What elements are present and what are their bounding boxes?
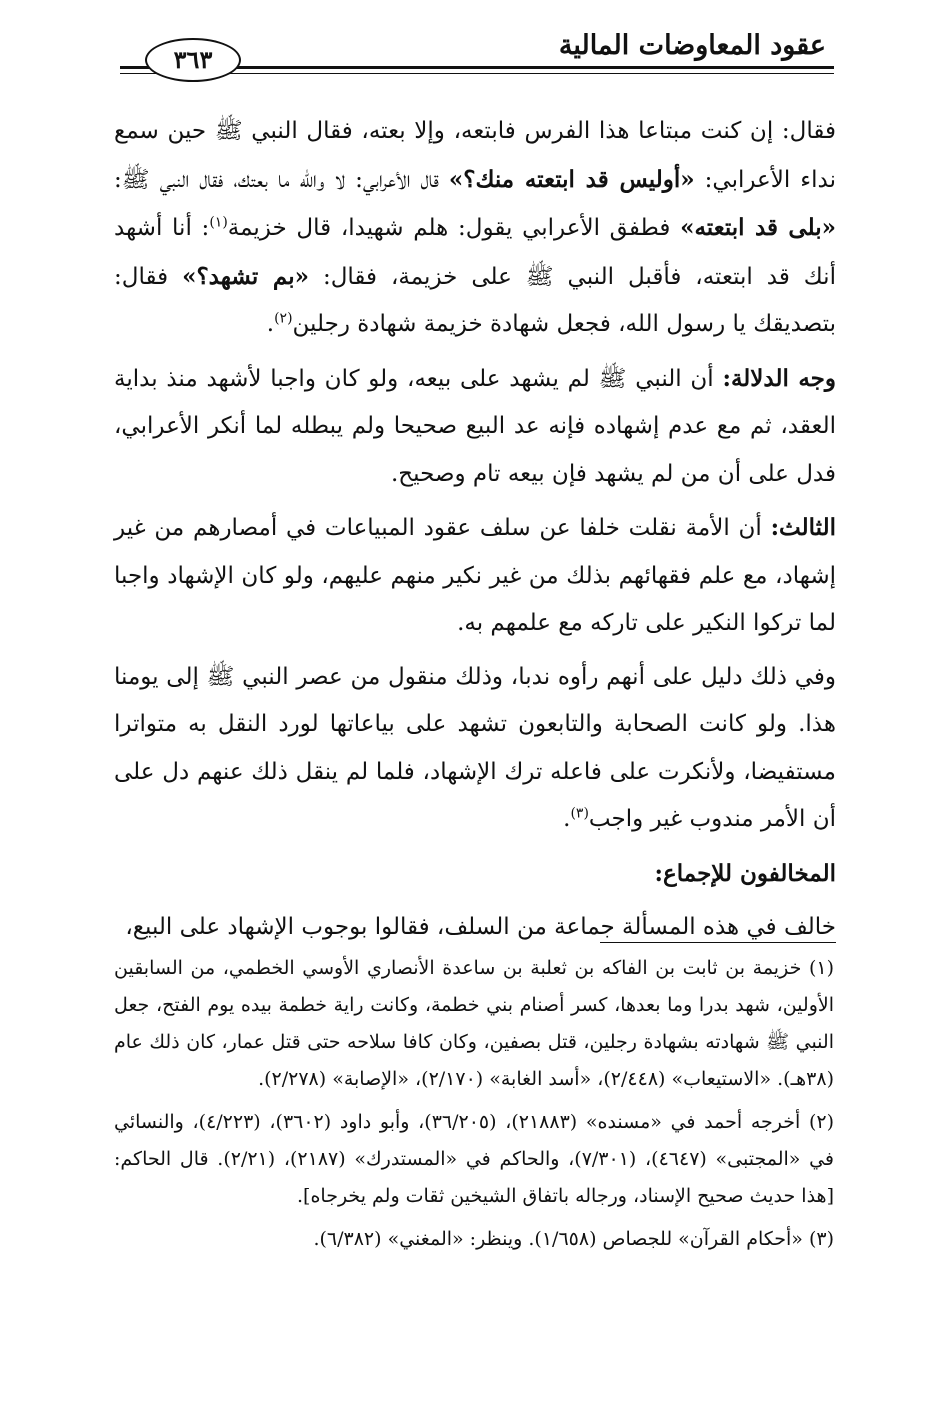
text-run: : أنا أشهد أنك قد ابتعته، فأقبل النبي ﷺ على خزيمة، فقال: (114, 215, 836, 290)
paragraph-consensus (114, 654, 836, 844)
main-text (114, 108, 836, 952)
text-run: فقال: إن كنت مبتاعا هذا الفرس فابتعه، وإلا بعته، فقال النبي ﷺ حين سمع نداء الأعرابي: (114, 118, 836, 193)
footnote-rule (600, 942, 836, 943)
footnote-ref-2[interactable]: (٢) (274, 310, 293, 327)
text-run: فطفق الأعرابي يقول: هلم شهيدا، قال خزيمة (227, 215, 681, 241)
text-run: أن الأمة نقلت خلفا عن سلف عقود المبياعات في أمصارهم من غير إشهاد، مع علم فقهائهم بذلك من غير نكير منهم عليهم، ولو كان الإشهاد واجبا لما تركوا النكير على تاركه مع علمهم به. (114, 515, 836, 636)
text-run: . (266, 311, 275, 337)
bold-quote: «أوليس قد ابتعته منك؟» (448, 165, 695, 193)
paragraph-label: الثالث: (770, 514, 836, 541)
heading-text: المخالفون للإجماع: (654, 859, 836, 887)
paragraph-hadith (114, 108, 836, 349)
paragraph-third (114, 504, 836, 648)
text-run: فقال: بتصديقك يا رسول الله، فجعل شهادة خزيمة شهادة رجلين (114, 263, 836, 337)
page-number: ٣٦٣ (145, 38, 241, 82)
section-heading (114, 850, 836, 899)
footnote-ref-1[interactable]: (١) (209, 214, 228, 231)
text-run: قال الأعرابي: لا والله ما بعتك، فقال النبي ﷺ: (114, 166, 449, 193)
footnote-1: (١) خزيمة بن ثابت بن الفاكه بن ثعلبة بن ساعدة الأنصاري الأوسي الخطمي، من السابقين الأولين، شهد بدرا وما بعدها، كسر أصنام بني خطمة، وكانت راية خطمة بيده يوم الفتح، جعل النبي ﷺ شهادته بشهادة رجلين، قتل بصفين، وكان كافا سلاحه حتى قتل عمار، كان ذلك عام (٣٨هـ). «الاستيعاب» (٢/٤٤٨)، «أسد الغابة» (٢/١٧٠)، «الإصابة» (٢/٢٧٨). (114, 957, 834, 1090)
paragraph-label: وجه الدلالة: (722, 364, 836, 392)
paragraph-evidence (114, 355, 836, 499)
bold-quote: «بلى قد ابتعته» (680, 214, 836, 241)
text-run: . (563, 806, 571, 832)
footnote-3: (٣) «أحكام القرآن» للجصاص (١/٦٥٨). وينظر: «المغني» (٦/٣٨٢). (313, 1228, 834, 1250)
paragraph-opponents: خالف في هذه المسألة جماعة من السلف، فقالوا بوجوب الإشهاد على البيع، (125, 914, 836, 940)
text-run: أن النبي ﷺ لم يشهد على بيعه، ولو كان واجبا لأشهد منذ بداية العقد، ثم مع عدم إشهاده فإنه عد البيع صحيحا ولم يبطله لما أنكر الأعرابي، فدل على أن من لم يشهد فإن بيعه تام وصحيح. (114, 365, 836, 487)
footnotes (114, 950, 834, 1264)
footnote-2: (٢) أخرجه أحمد في «مسنده» (٢١٨٨٣)، (٣٦/٢٠٥)، وأبو داود (٣٦٠٢)، (٤/٢٢٣)، والنسائي في «المجتبى» (٤٦٤٧)، (٧/٣٠١)، والحاكم في «المستدرك» (٢١٨٧)، (٢/٢١). قال الحاكم: [هذا حديث صحيح الإسناد، ورجاله باتفاق الشيخين ثقات ولم يخرجاه]. (114, 1111, 835, 1207)
running-title: عقود المعاوضات المالية (558, 30, 826, 61)
footnote-ref-3[interactable]: (٣) (570, 805, 589, 822)
text-run: وفي ذلك دليل على أنهم رأوه ندبا، وذلك منقول من عصر النبي ﷺ إلى يومنا هذا. ولو كانت الصحابة والتابعون تشهد على بياعاتها لورد النقل به متواترا مستفيضا، ولأنكرت على فاعله ترك الإشهاد، فلما لم ينقل ذلك عنهم دل على أن الأمر مندوب غير واجب (114, 663, 836, 832)
bold-quote: «بم تشهد؟» (182, 262, 309, 290)
